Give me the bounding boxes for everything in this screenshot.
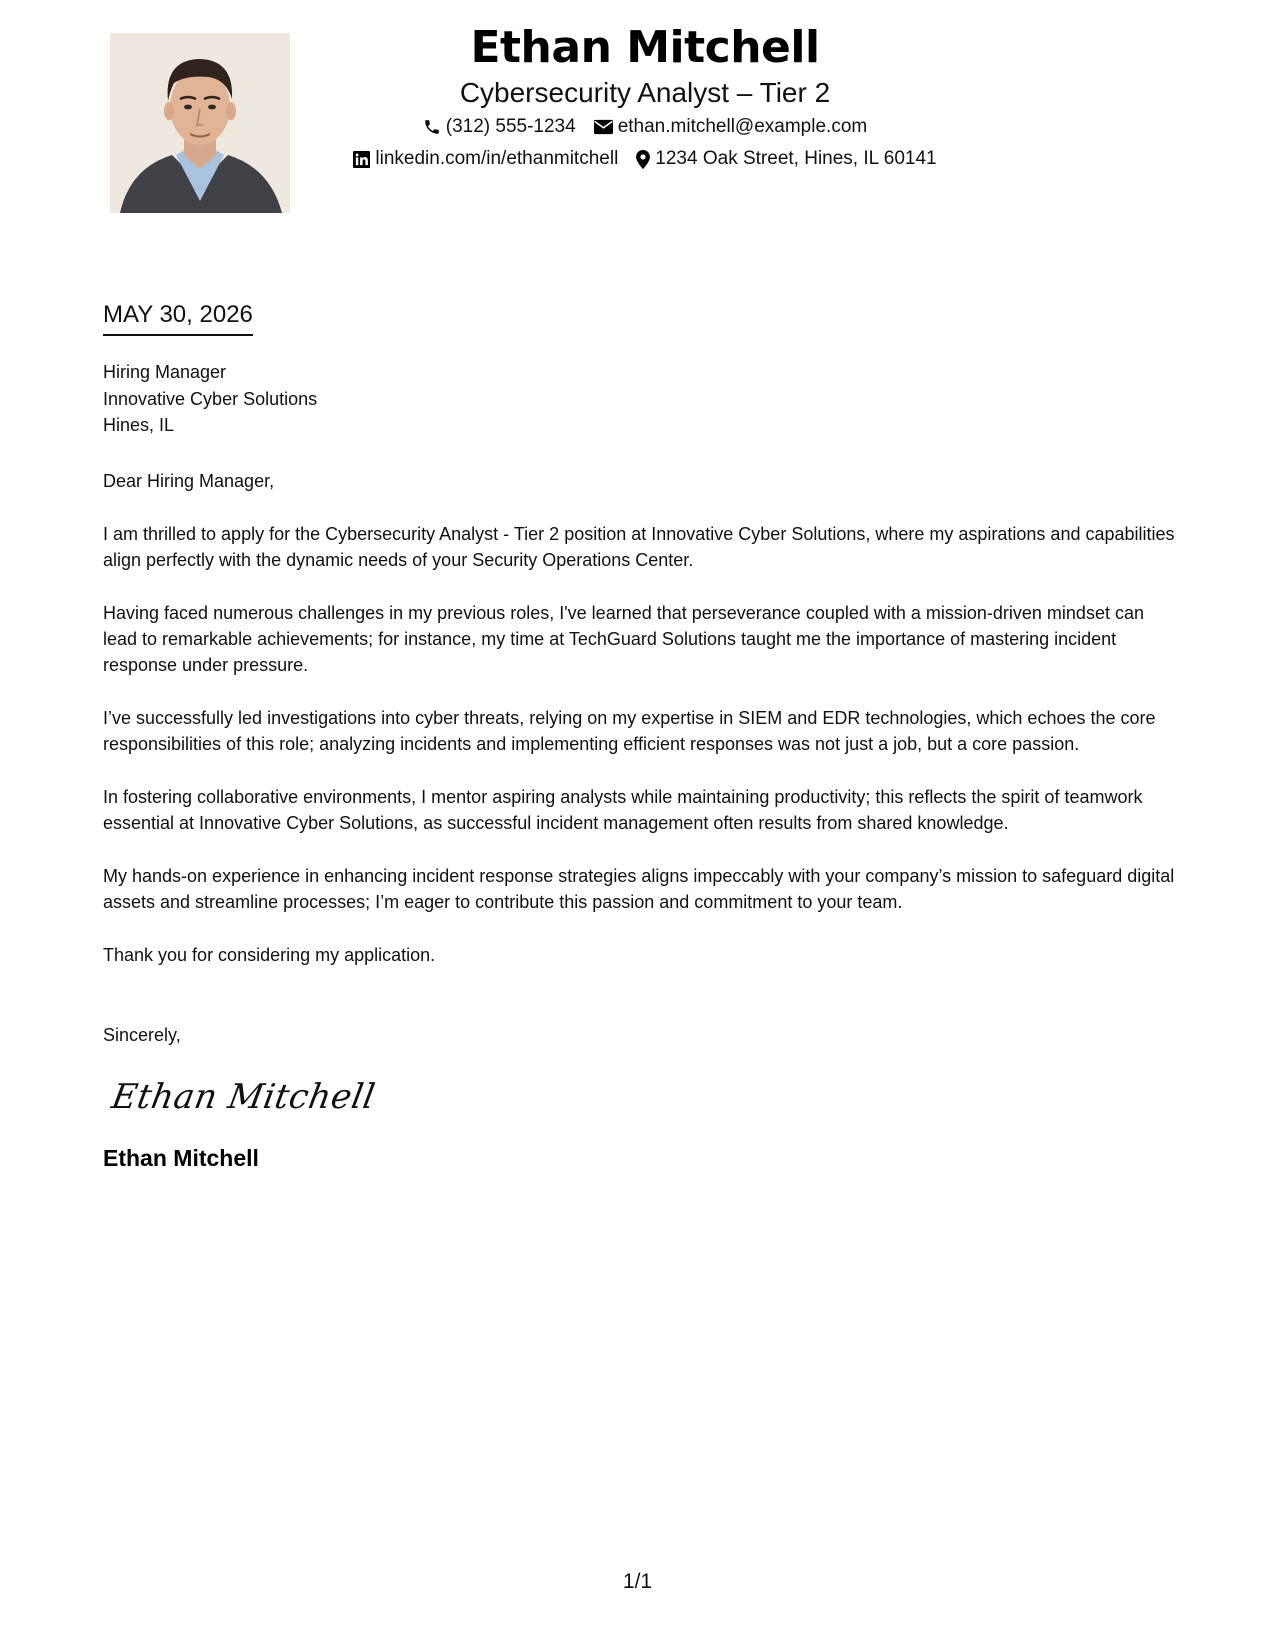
recipient-location: Hines, IL (103, 415, 175, 435)
closing: Sincerely, (103, 1024, 181, 1045)
phone-icon (423, 118, 441, 136)
contact-line-1 (300, 112, 990, 142)
body-paragraph: I am thrilled to apply for the Cybersecurity Analyst - Tier 2 position at Innovative Cyber Solutions, where my aspirations and capabilities align perfectly with the dynamic needs of your Security Operations Center. (103, 523, 1175, 570)
body-paragraph: My hands-on experience in enhancing incident response strategies aligns impeccably with your company’s mission to safeguard digital assets and streamline processes; I’m eager to contribute this passion and commitment to your team. (103, 865, 1175, 912)
salutation: Dear Hiring Manager, (103, 470, 275, 491)
body-paragraph: I’ve successfully led investigations into cyber threats, relying on my expertise in SIEM and EDR technologies, which echoes the core responsibilities of this role; analyzing incidents and implementing efficient responses was not just a job, but a core passion. (103, 707, 1156, 754)
contact-line-2 (300, 144, 990, 174)
map-pin-icon (636, 150, 650, 169)
handwritten-signature (108, 1070, 1178, 1129)
email-address: ethan.mitchell@example.com (617, 116, 868, 137)
profile-photo (110, 33, 290, 213)
contact-phone (423, 112, 576, 142)
body-paragraph: In fostering collaborative environments, I mentor aspiring analysts while maintaining productivity; this reflects the spirit of teamwork essential at Innovative Cyber Solutions, as successful incident management often results from shared knowledge. (103, 786, 1143, 833)
letter-date: MAY 30, 2026 (103, 298, 253, 336)
envelope-icon (594, 119, 613, 135)
recipient-block (103, 359, 1178, 439)
signer-name: Ethan Mitchell (103, 1144, 259, 1171)
contact-email (594, 112, 868, 142)
letter-header (300, 20, 990, 174)
body-paragraph: Having faced numerous challenges in my previous roles, I've learned that perseverance coupled with a mission-driven mindset can lead to remarkable achievements; for instance, my time at TechGuard Solutions taught me the importance of mastering incident response under pressure. (103, 602, 1144, 675)
recipient-company: Innovative Cyber Solutions (103, 388, 318, 409)
contact-linkedin (353, 144, 618, 174)
candidate-role: Cybersecurity Analyst – Tier 2 (459, 77, 831, 108)
body-paragraph: Thank you for considering my application. (103, 944, 436, 965)
signature-text: Ethan Mitchell (108, 1076, 379, 1117)
linkedin-icon (353, 151, 370, 168)
contact-address (636, 144, 936, 174)
phone-number: (312) 555-1234 (445, 116, 576, 137)
candidate-name: Ethan Mitchell (470, 22, 820, 73)
street-address: 1234 Oak Street, Hines, IL 60141 (655, 148, 937, 169)
page-number: 1/1 (622, 1570, 653, 1593)
linkedin-url: linkedin.com/in/ethanmitchell (375, 148, 619, 169)
letter-body (103, 359, 1178, 1173)
recipient-title: Hiring Manager (103, 362, 227, 382)
